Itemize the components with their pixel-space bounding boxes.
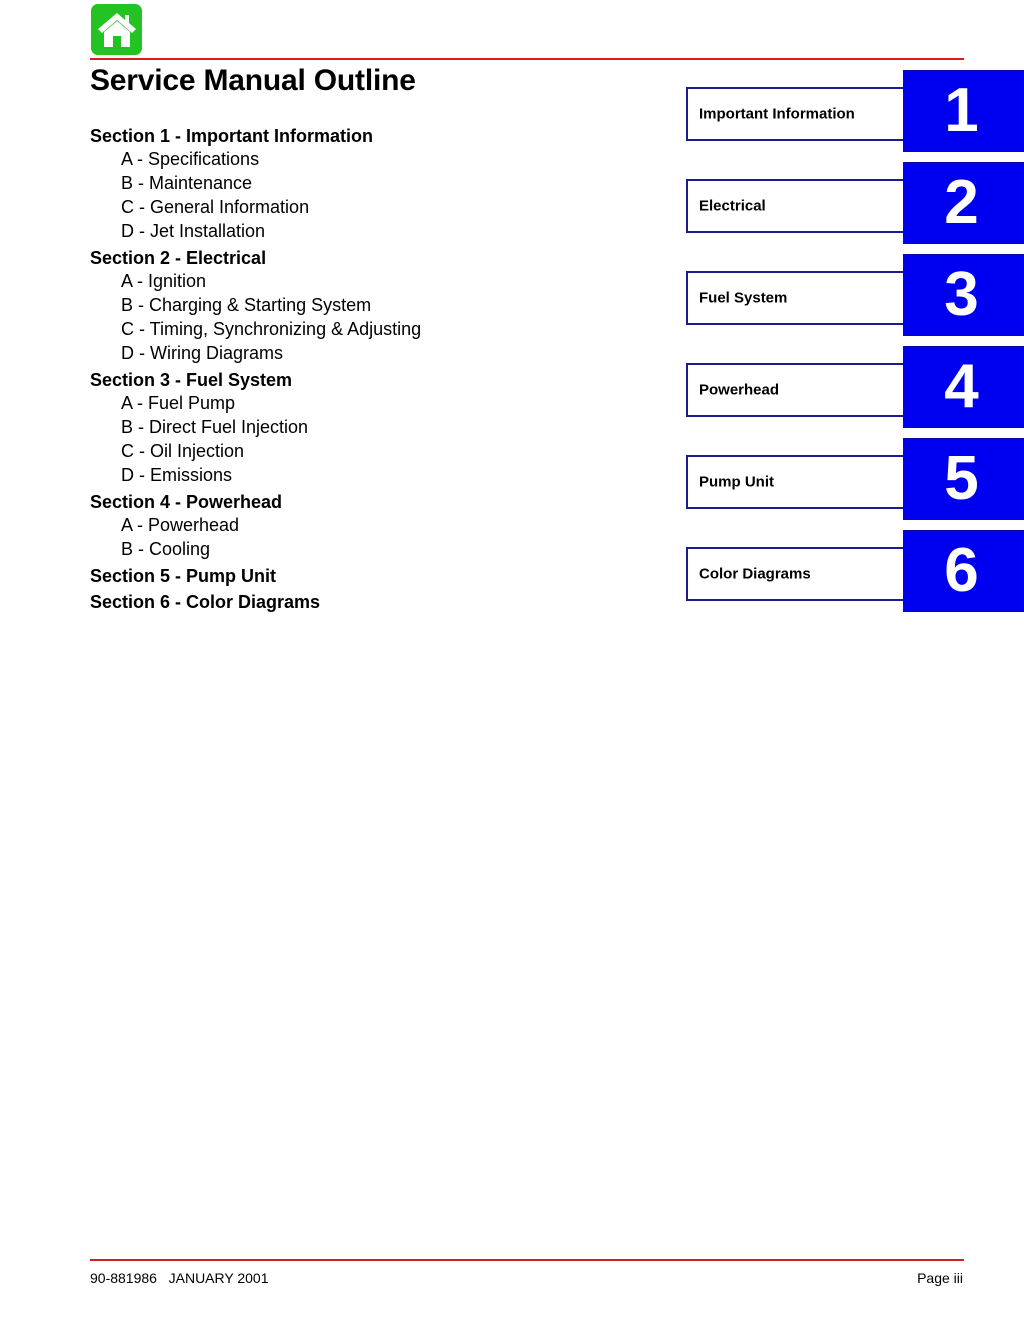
subsection-link[interactable]: B - Cooling bbox=[121, 539, 211, 559]
tab-label-box bbox=[686, 271, 904, 325]
document-info: 90-881986 JANUARY 2001 bbox=[90, 1270, 269, 1286]
subsection-link[interactable]: B - Direct Fuel Injection bbox=[121, 417, 309, 437]
outline-section-6 bbox=[90, 591, 650, 613]
tab-label: Color Diagrams bbox=[699, 565, 811, 583]
home-button[interactable] bbox=[91, 4, 142, 55]
outline-section-5 bbox=[90, 565, 650, 587]
subsection-link[interactable]: A - Fuel Pump bbox=[121, 393, 236, 413]
page-number: Page iii bbox=[917, 1270, 963, 1286]
subsection-link[interactable]: D - Emissions bbox=[121, 465, 233, 485]
subsection-link[interactable]: D - Wiring Diagrams bbox=[121, 343, 284, 363]
tab-pump-unit[interactable] bbox=[686, 438, 1024, 520]
subsection-link[interactable]: C - Oil Injection bbox=[121, 441, 245, 461]
subsection-list bbox=[90, 513, 650, 561]
tab-number: 2 bbox=[944, 168, 979, 237]
subsection-link[interactable]: C - General Information bbox=[121, 197, 310, 217]
section-link-4[interactable]: Section 4 - Powerhead bbox=[90, 492, 283, 512]
tab-number: 6 bbox=[944, 536, 979, 605]
footer-rule bbox=[90, 1259, 964, 1261]
tab-number: 5 bbox=[944, 444, 979, 513]
outline-list bbox=[90, 125, 650, 613]
tab-label-box bbox=[686, 179, 904, 233]
tab-number-box bbox=[903, 438, 1024, 520]
outline-section-4 bbox=[90, 491, 650, 561]
tab-important-information[interactable] bbox=[686, 70, 1024, 152]
tab-label-box bbox=[686, 547, 904, 601]
tab-label-box bbox=[686, 363, 904, 417]
tab-number-box bbox=[903, 254, 1024, 336]
tab-number-box bbox=[903, 162, 1024, 244]
section-link-2[interactable]: Section 2 - Electrical bbox=[90, 248, 267, 268]
subsection-link[interactable]: A - Ignition bbox=[121, 271, 207, 291]
outline-section-1 bbox=[90, 125, 650, 243]
tab-number-box bbox=[903, 530, 1024, 612]
subsection-list bbox=[90, 391, 650, 487]
tab-label: Important Information bbox=[699, 105, 855, 123]
page-title: Service Manual Outline bbox=[90, 64, 416, 97]
subsection-link[interactable]: A - Specifications bbox=[121, 149, 260, 169]
tab-number-box bbox=[903, 346, 1024, 428]
tab-number-box bbox=[903, 70, 1024, 152]
tab-electrical[interactable] bbox=[686, 162, 1024, 244]
tab-label-box bbox=[686, 455, 904, 509]
tab-label: Fuel System bbox=[699, 289, 788, 307]
outline-section-3 bbox=[90, 369, 650, 487]
tab-label: Powerhead bbox=[699, 381, 780, 399]
section-link-3[interactable]: Section 3 - Fuel System bbox=[90, 370, 293, 390]
tab-label: Pump Unit bbox=[699, 473, 774, 491]
tab-powerhead[interactable] bbox=[686, 346, 1024, 428]
subsection-link[interactable]: D - Jet Installation bbox=[121, 221, 266, 241]
subsection-link[interactable]: B - Charging & Starting System bbox=[121, 295, 372, 315]
tab-label-box bbox=[686, 87, 904, 141]
section-link-1[interactable]: Section 1 - Important Information bbox=[90, 126, 374, 146]
outline-section-2 bbox=[90, 247, 650, 365]
subsection-link[interactable]: C - Timing, Synchronizing & Adjusting bbox=[121, 319, 422, 339]
header-rule bbox=[90, 58, 964, 60]
section-link-5[interactable]: Section 5 - Pump Unit bbox=[90, 566, 277, 586]
subsection-list bbox=[90, 147, 650, 243]
subsection-link[interactable]: B - Maintenance bbox=[121, 173, 253, 193]
tab-number: 3 bbox=[944, 260, 979, 329]
tab-fuel-system[interactable] bbox=[686, 254, 1024, 336]
tab-number: 4 bbox=[944, 352, 979, 421]
tab-color-diagrams[interactable] bbox=[686, 530, 1024, 612]
section-link-6[interactable]: Section 6 - Color Diagrams bbox=[90, 592, 321, 612]
tab-number: 1 bbox=[944, 76, 979, 145]
subsection-list bbox=[90, 269, 650, 365]
subsection-link[interactable]: A - Powerhead bbox=[121, 515, 240, 535]
home-icon bbox=[96, 10, 138, 50]
tab-label: Electrical bbox=[699, 197, 766, 215]
